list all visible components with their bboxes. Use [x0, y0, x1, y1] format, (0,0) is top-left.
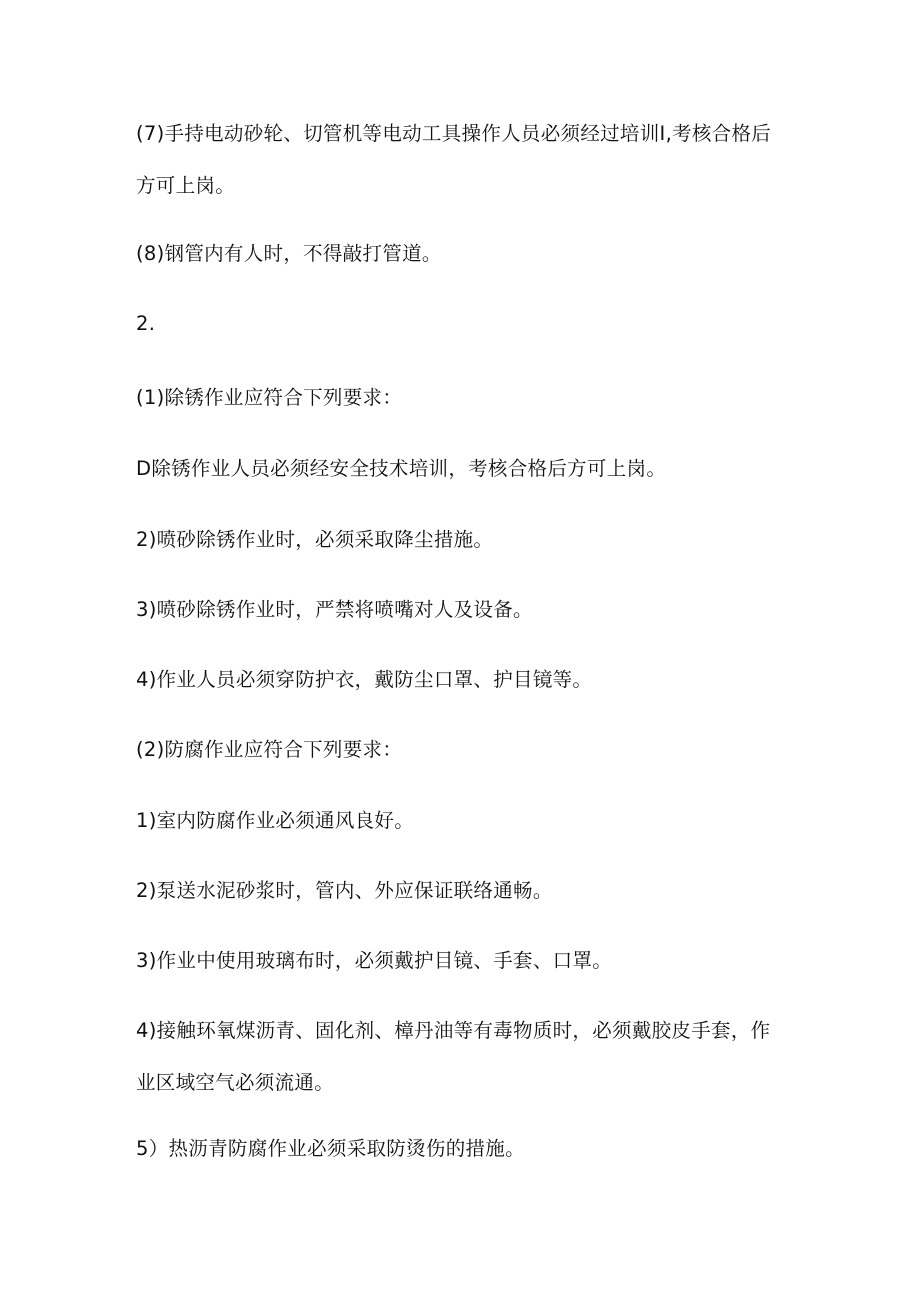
subsection-heading-anticorrosion: (2)防腐作业应符合下列要求：	[136, 738, 403, 761]
list-item: 2)泵送水泥砂浆时，管内、外应保证联络通畅。	[136, 879, 553, 902]
list-item: 3)作业中使用玻璃布时，必须戴护目镜、手套、口罩。	[136, 949, 613, 972]
list-item: 2)喷砂除锈作业时，必须采取降尘措施。	[136, 528, 494, 551]
list-item: 1)室内防腐作业必须通风良好。	[136, 809, 415, 832]
section-number: 2.	[136, 312, 156, 335]
list-item: 4)接触环氧煤沥青、固化剂、樟丹油等有毒物质时，必须戴胶皮手套，作业区域空气必须流通。	[136, 1019, 771, 1094]
list-item: D除锈作业人员必须经安全技术培训，考核合格后方可上岗。	[136, 457, 667, 480]
list-item: 5）热沥青防腐作业必须采取防烫伤的措施。	[136, 1137, 525, 1160]
paragraph-item-8: (8)钢管内有人时，不得敲打管道。	[136, 242, 442, 265]
subsection-heading-rust-removal: (1)除锈作业应符合下列要求：	[136, 386, 403, 409]
list-item: 3)喷砂除锈作业时，严禁将喷嘴对人及设备。	[136, 598, 533, 621]
paragraph-item-7: (7)手持电动砂轮、切管机等电动工具操作人员必须经过培训Ⅰ,考核合格后方可上岗。	[136, 122, 772, 197]
list-item: 4)作业人员必须穿防护衣，戴防尘口罩、护目镜等。	[136, 668, 593, 691]
